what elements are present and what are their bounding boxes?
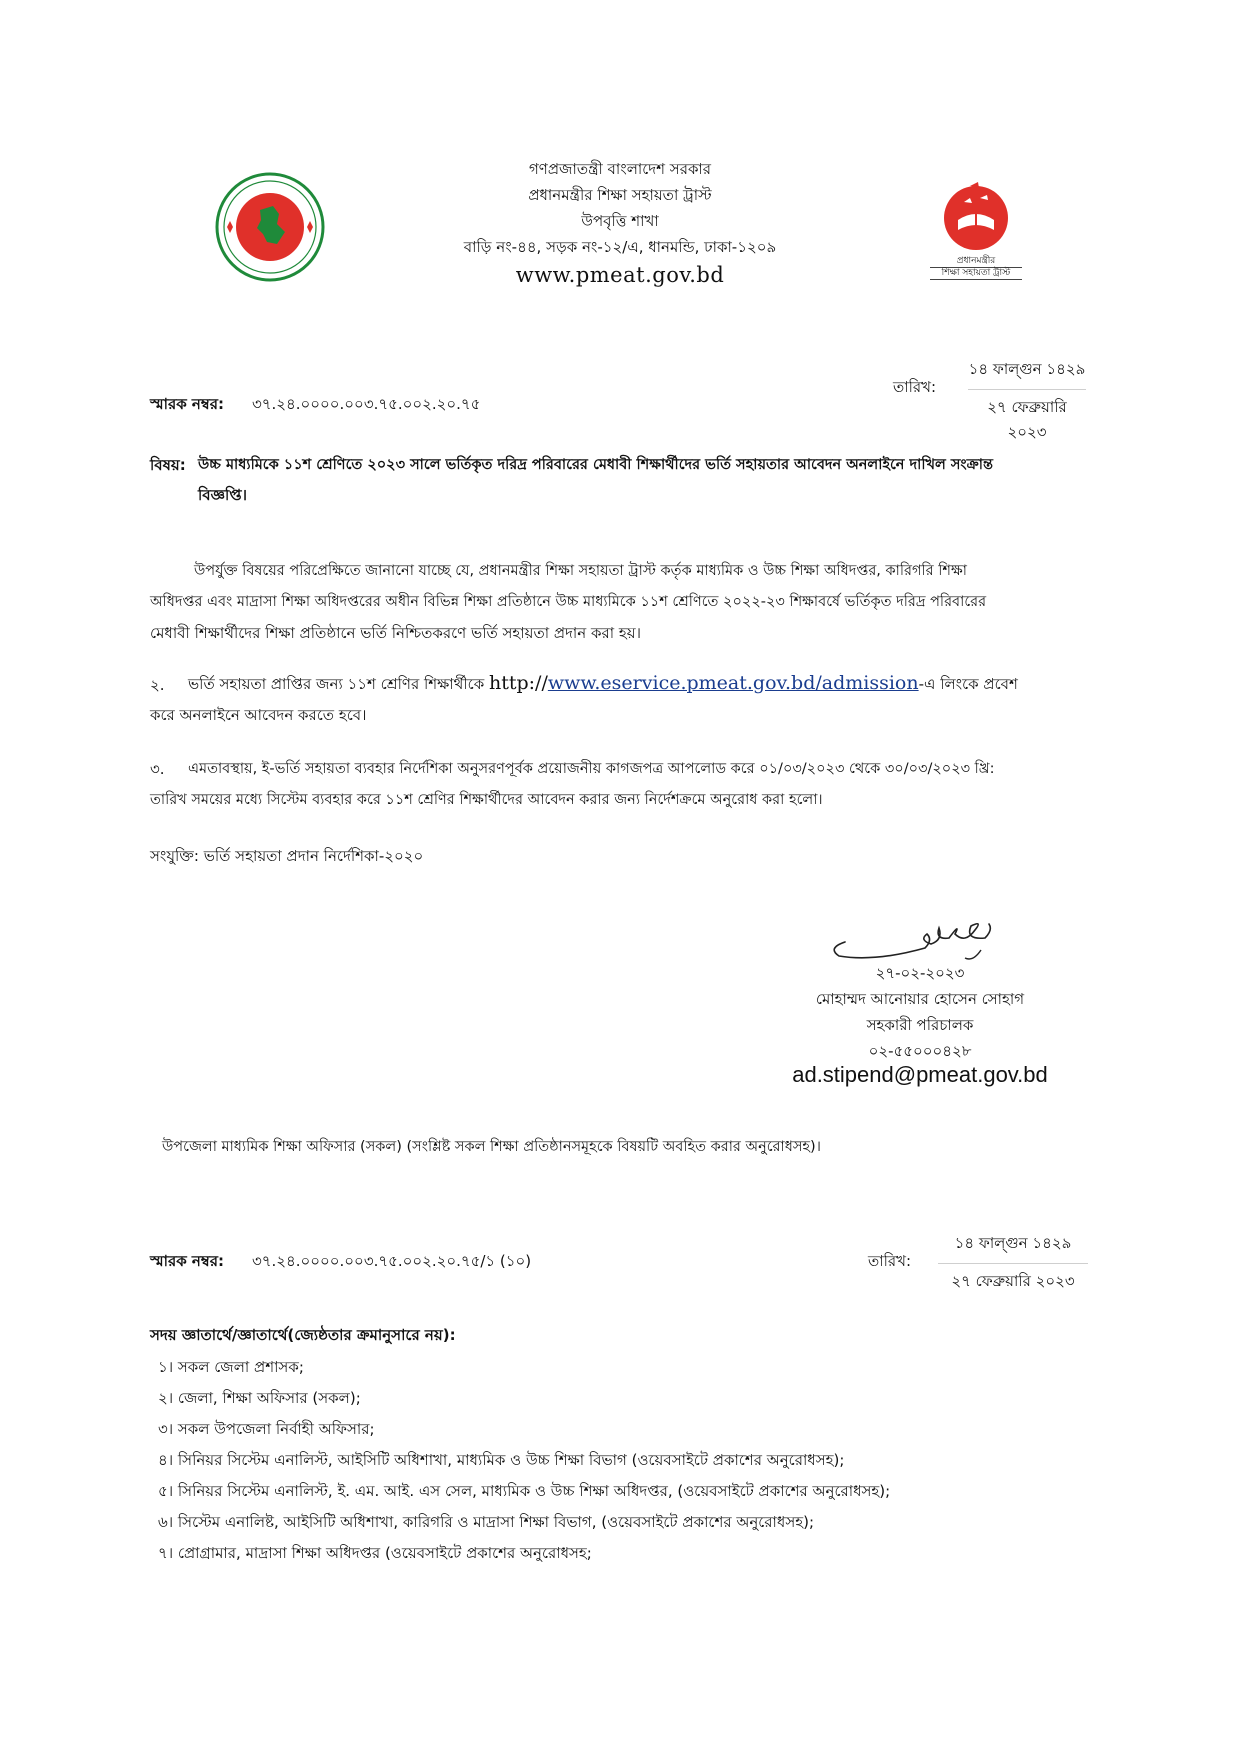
distribution-item: ৪। সিনিয়র সিস্টেম এনালিস্ট, আইসিটি অধিশাখা, মাধ্যমিক ও উচ্চ শিক্ষা বিভাগ (ওয়েবসাইটে প্রকাশের অনুরোধসহ); [158,1451,845,1469]
signatory-email[interactable]: ad.stipend@pmeat.gov.bd [792,1062,1048,1087]
memo1-date-gregorian: ২৭ ফেব্রুয়ারি ২০২৩ [987,398,1067,441]
paragraph-1-line-2: অধিদপ্তর এবং মাদ্রাসা শিক্ষা অধিদপ্তরের অধীন বিভিন্ন শিক্ষা প্রতিষ্ঠানে উচ্চ মাধ্যমিকে ১১শ শ্রেণিতে ২০২২-২৩ শিক্ষাবর্ষে ভর্তিকৃত দরিদ্র পরিবারের [150,594,987,610]
memo2-date-label: তারিখ: [868,1252,912,1270]
distribution-item: ৬। সিস্টেম এনালিষ্ট, আইসিটি অধিশাখা, কারিগরি ও মাদ্রাসা শিক্ষা বিভাগ, (ওয়েবসাইটে প্রকাশের অনুরোধসহ); [158,1513,815,1531]
paragraph-2-line-1 [188,672,1018,698]
signatory-phone: ০২-৫৫০০০৪২৮ [868,1042,972,1060]
signatory-name: মোহাম্মদ আনোয়ার হোসেন সোহাগ [815,990,1025,1008]
paragraph-2-line-2: করে অনলাইনে আবেদন করতে হবে। [150,706,367,724]
header-govt-name: গণপ্রজাতন্ত্রী বাংলাদেশ সরকার [528,160,712,178]
signature-date: ২৭-০২-২০২৩ [875,964,965,982]
trust-logo-caption-1: প্রধানমন্ত্রীর [956,256,996,266]
paragraph-2-pre: ভর্তি সহায়তা প্রাপ্তির জন্য ১১শ শ্রেণির শিক্ষার্থীকে [188,675,485,693]
govt-seal-logo [215,172,325,282]
subject-line-1: উচ্চ মাধ্যমিকে ১১শ শ্রেণিতে ২০২৩ সালে ভর্তিকৃত দরিদ্র পরিবারের মেধাবী শিক্ষার্থীদের ভর্তি সহায়তার আবেদন অনলাইনে দাখিল সংক্রান্ত [198,457,993,473]
distribution-item: ৩। সকল উপজেলা নির্বাহী অফিসার; [158,1420,375,1438]
distribution-item: ৭। প্রোগ্রামার, মাদ্রাসা শিক্ষা অধিদপ্তর (ওয়েবসাইটে প্রকাশের অনুরোধসহ; [158,1544,592,1562]
header-website[interactable]: www.pmeat.gov.bd [515,263,725,287]
subject-line-2: বিজ্ঞপ্তি। [198,486,247,504]
memo1-label: স্মারক নম্বর: [150,395,224,413]
header-trust-name: প্রধানমন্ত্রীর শিক্ষা সহায়তা ট্রাস্ট [528,186,712,204]
memo2-label: স্মারক নম্বর: [150,1252,224,1270]
recipient-line: উপজেলা মাধ্যমিক শিক্ষা অফিসার (সকল) (সংশ্লিষ্ট সকল শিক্ষা প্রতিষ্ঠানসমূহকে বিষয়টি অবহিত করার অনুরোধসহ)। [162,1139,821,1155]
paragraph-2-http: http:// [488,672,548,694]
memo2-date-gregorian: ২৭ ফেব্রুয়ারি ২০২৩ [951,1272,1075,1290]
memo1-date-bangla: ১৪ ফাল্গুন ১৪২৯ [968,360,1086,378]
paragraph-3-line-2: তারিখ সময়ের মধ্যে সিস্টেম ব্যবহার করে ১১শ শ্রেণির শিক্ষার্থীদের আবেদন করার জন্য নির্দেশক্রমে অনুরোধ করা হলো। [150,792,823,808]
trust-logo-caption-2: শিক্ষা সহায়তা ট্রাস্ট [930,267,1022,280]
distribution-item: ১। সকল জেলা প্রশাসক; [158,1358,304,1376]
memo1-number: ৩৭.২৪.০০০০.০০৩.৭৫.০০২.২০.৭৫ [252,395,481,413]
memo2-number: ৩৭.২৪.০০০০.০০৩.৭৫.০০২.২০.৭৫/১ (১০) [252,1252,532,1270]
signatory-designation: সহকারী পরিচালক [866,1016,974,1034]
subject-label: বিষয়: [150,456,186,474]
paragraph-1-line-1: উপর্যুক্ত বিষয়ের পরিপ্রেক্ষিতে জানানো যাচ্ছে যে, প্রধানমন্ত্রীর শিক্ষা সহায়তা ট্রাস্ট কর্তৃক মাধ্যমিক ও উচ্চ শিক্ষা অধিদপ্তর, কারিগরি শিক্ষা [194,563,967,579]
paragraph-3-line-1: এমতাবস্থায়, ই-ভর্তি সহায়তা ব্যবহার নির্দেশিকা অনুসরণপূর্বক প্রয়োজনীয় কাগজপত্র আপলোড করে ০১/০৩/২০২৩ থেকে ৩০/০৩/২০২৩ খ্রি: [188,761,995,777]
header-address: বাড়ি নং-৪৪, সড়ক নং-১২/এ, ধানমন্ডি, ঢাকা-১২০৯ [463,238,777,256]
distribution-item: ৫। সিনিয়র সিস্টেম এনালিস্ট, ই. এম. আই. এস সেল, মাধ্যমিক ও উচ্চ শিক্ষা অধিদপ্তর, (ওয়েবসাইটে প্রকাশের অনুরোধসহ); [158,1482,891,1500]
distribution-item: ২। জেলা, শিক্ষা অফিসার (সকল); [158,1389,361,1407]
paragraph-2-post: -এ লিংকে প্রবেশ [918,675,1018,693]
paragraph-2-number: ২. [150,676,165,694]
attachment-line: সংযুক্তি: ভর্তি সহায়তা প্রদান নির্দেশিকা-২০২০ [150,847,424,865]
signature-image [815,900,1005,970]
distribution-heading: সদয় জ্ঞাতার্থে/জ্ঞাতার্থে(জ্যেষ্ঠতার ক্রমানুসারে নয়): [150,1326,456,1344]
trust-logo [930,180,1022,280]
memo1-date-label: তারিখ: [893,378,937,396]
paragraph-3-number: ৩. [150,760,165,778]
admission-link[interactable]: www.eservice.pmeat.gov.bd/admission [547,672,919,694]
header-branch: উপবৃত্তি শাখা [581,212,659,230]
memo2-date-block [938,1232,1088,1295]
paragraph-1-line-3: মেধাবী শিক্ষার্থীদের শিক্ষা প্রতিষ্ঠানে ভর্তি নিশ্চিতকরণে ভর্তি সহায়তা প্রদান করা হয়। [150,624,641,642]
memo1-date-block [968,358,1086,446]
memo2-date-bangla: ১৪ ফাল্গুন ১৪২৯ [954,1234,1072,1252]
